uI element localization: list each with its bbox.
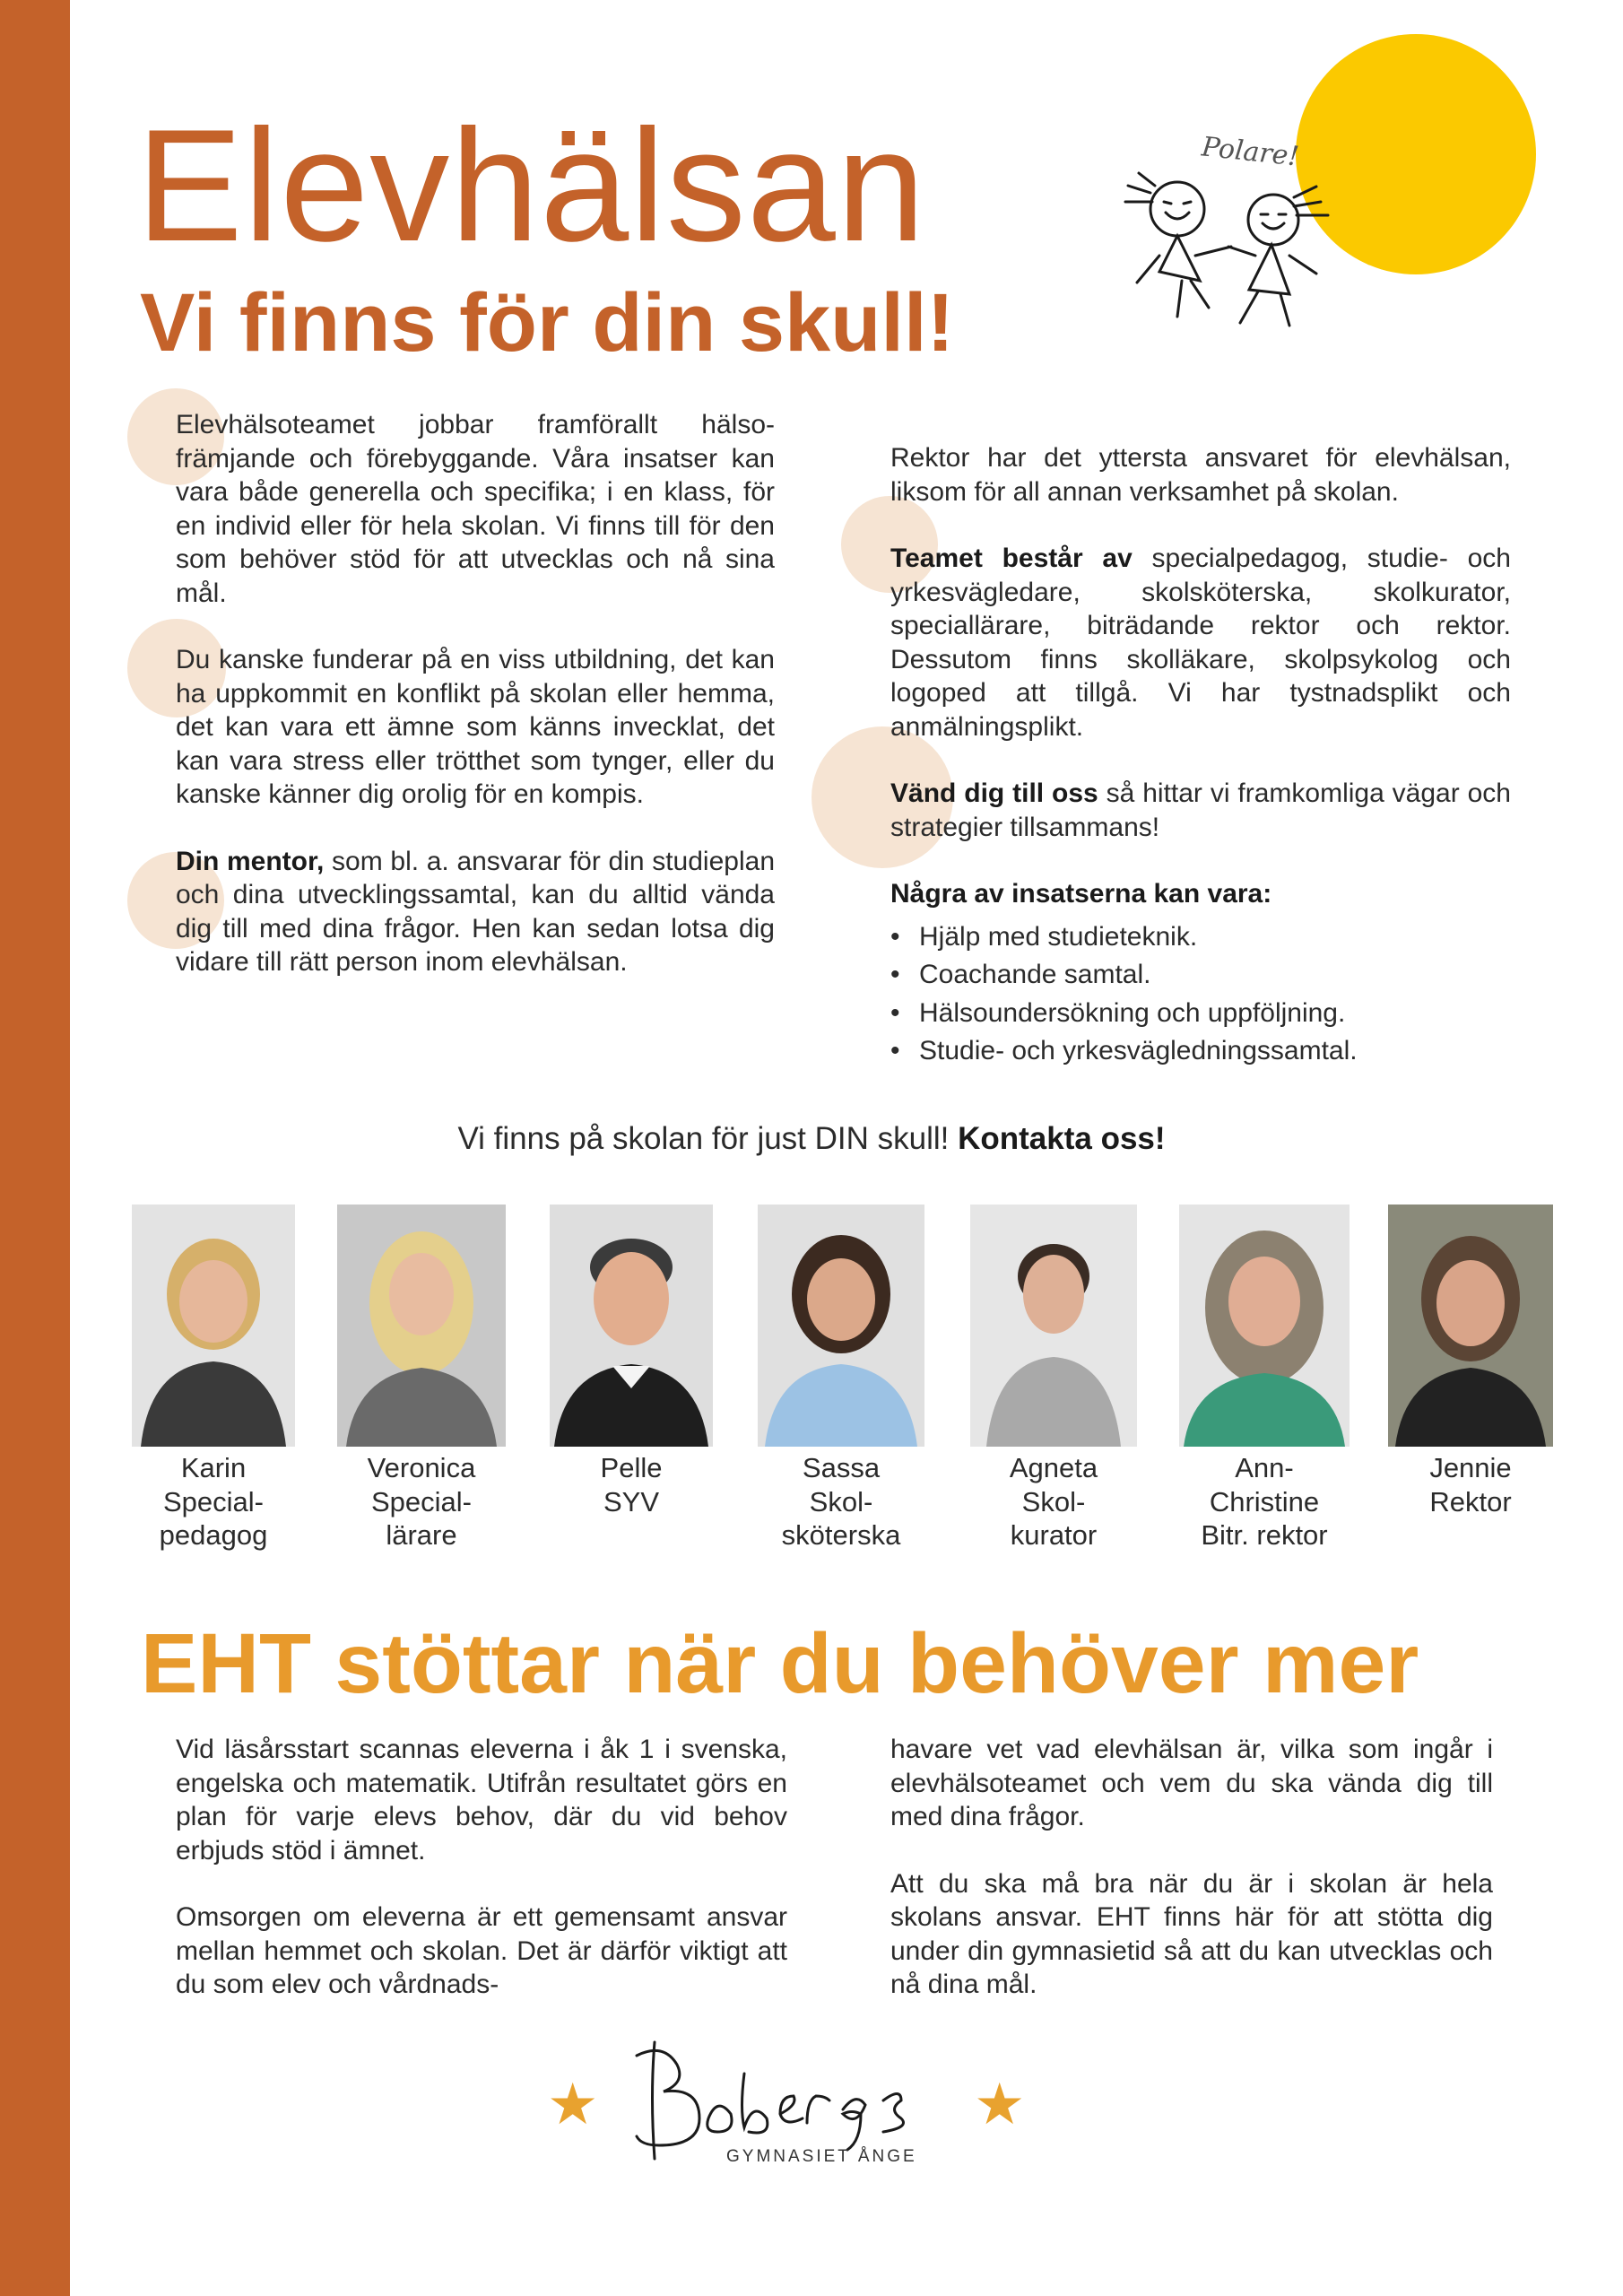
- staff-photo: [550, 1205, 713, 1447]
- bold-lead: Din mentor,: [176, 846, 325, 876]
- page-title: Elevhälsan: [136, 96, 926, 274]
- contact-cta: Kontakta oss!: [958, 1121, 1166, 1156]
- bold-lead: Teamet består av: [890, 544, 1133, 573]
- star-icon: ★: [547, 2072, 599, 2136]
- paragraph: Vid läsårsstart scannas eleverna i åk 1 i svenska, engelska och matematik. Utifrån resultatet görs en plan för varje elevs behov, där du vid behov erbjuds stöd i ämnet.: [176, 1735, 787, 1866]
- paragraph: [890, 777, 1511, 844]
- paragraph-text: så hittar vi framkomliga vägar och strategier tillsammans!: [890, 778, 1511, 842]
- staff-photo: [132, 1205, 295, 1447]
- bold-lead: Vänd dig till oss: [890, 778, 1098, 808]
- eht-heading: EHT stöttar när du behöver mer: [141, 1616, 1419, 1711]
- list-item: • Studie- och yrkesvägledningssamtal.: [890, 1032, 1511, 1071]
- staff-photo: [970, 1205, 1137, 1447]
- staff-caption: Karin Special- pedagog: [159, 1452, 268, 1551]
- contact-line: Vi finns på skolan för just DIN skull! Kontakta oss!: [457, 1121, 1166, 1156]
- paragraph: [176, 845, 775, 979]
- paragraph: [890, 542, 1511, 744]
- page-subtitle: Vi finns för din skull!: [140, 277, 955, 369]
- staff-photo: [1388, 1205, 1553, 1447]
- interventions-list: [890, 918, 1511, 1071]
- list-item: • Hälsoundersökning och uppföljning.: [890, 995, 1511, 1033]
- polare-label: Polare!: [1200, 131, 1301, 173]
- staff-photo: [1179, 1205, 1350, 1447]
- paragraph: Du kanske funderar på en viss utbildning, det kan ha uppkommit en konflikt på skolan eller hemma, det kan vara ett ämne som känns invecklat, det kan vara stress eller trötthet som tynger, eller du kanske känner dig orolig för en kompis.: [176, 645, 775, 809]
- staff-caption: Veronica Special- lärare: [367, 1452, 476, 1551]
- paragraph: Rektor har det yttersta ansvaret för elevhälsan, liksom för all annan verksamhet på skolan.: [890, 443, 1511, 507]
- star-icon: ★: [974, 2072, 1026, 2136]
- staff-photo: [337, 1205, 506, 1447]
- staff-caption: Ann- Christine Bitr. rektor: [1201, 1452, 1328, 1551]
- staff-caption: Pelle SYV: [600, 1452, 663, 1518]
- list-heading: Några av insatserna kan vara:: [890, 879, 1272, 909]
- paragraph: Elevhälsoteamet jobbar framförallt hälso-främjande och förebyggande. Våra insatser kan vara både generella och specifika; i en klass, för en individ eller för hela skolan. Vi finns till för den som behöver stöd för att utvecklas och nå sina mål.: [176, 410, 775, 608]
- paragraph: havare vet vad elevhälsan är, vilka som ingår i elevhälsoteamet och vem du ska vända dig till med dina frågor.: [890, 1735, 1493, 1831]
- logo-subtitle: GYMNASIET ÅNGE: [726, 2147, 917, 2166]
- list-item: • Hjälp med studieteknik.: [890, 918, 1511, 957]
- paragraph-text: specialpedagog, studie- och yrkesvägledare, skolsköterska, skolkurator, speciallärare, biträdande rektor och rektor. Dessutom finns skolläkare, skolpsykolog och logoped att tillgå. Vi har tystnadsplikt och anmälningsplikt.: [890, 544, 1511, 742]
- staff-caption: Agneta Skol- kurator: [1009, 1452, 1098, 1551]
- paragraph-text: som bl. a. ansvarar för din studieplan och dina utvecklingssamtal, kan du alltid vända dig till med dina frågor. Hen kan sedan lotsa dig vidare till rätt person inom elevhälsan.: [176, 846, 775, 977]
- paragraph: Att du ska må bra när du är i skolan är hela skolans ansvar. EHT finns här för att stötta dig under din gymnasietid så att du kan utvecklas och nå dina mål.: [890, 1868, 1493, 1999]
- left-text-column: [176, 408, 775, 1013]
- eht-left-column: [176, 1733, 787, 2035]
- staff-caption: Jennie Rektor: [1429, 1452, 1512, 1518]
- paragraph: Omsorgen om eleverna är ett gemensamt ansvar mellan hemmet och skolan. Det är därför viktigt att du som elev och vårdnads-: [176, 1902, 787, 1999]
- eht-right-column: [890, 1733, 1493, 2035]
- staff-photo: [758, 1205, 924, 1447]
- list-item: • Coachande samtal.: [890, 956, 1511, 995]
- staff-caption: Sassa Skol- sköterska: [781, 1452, 901, 1551]
- right-text-column: [890, 441, 1511, 1071]
